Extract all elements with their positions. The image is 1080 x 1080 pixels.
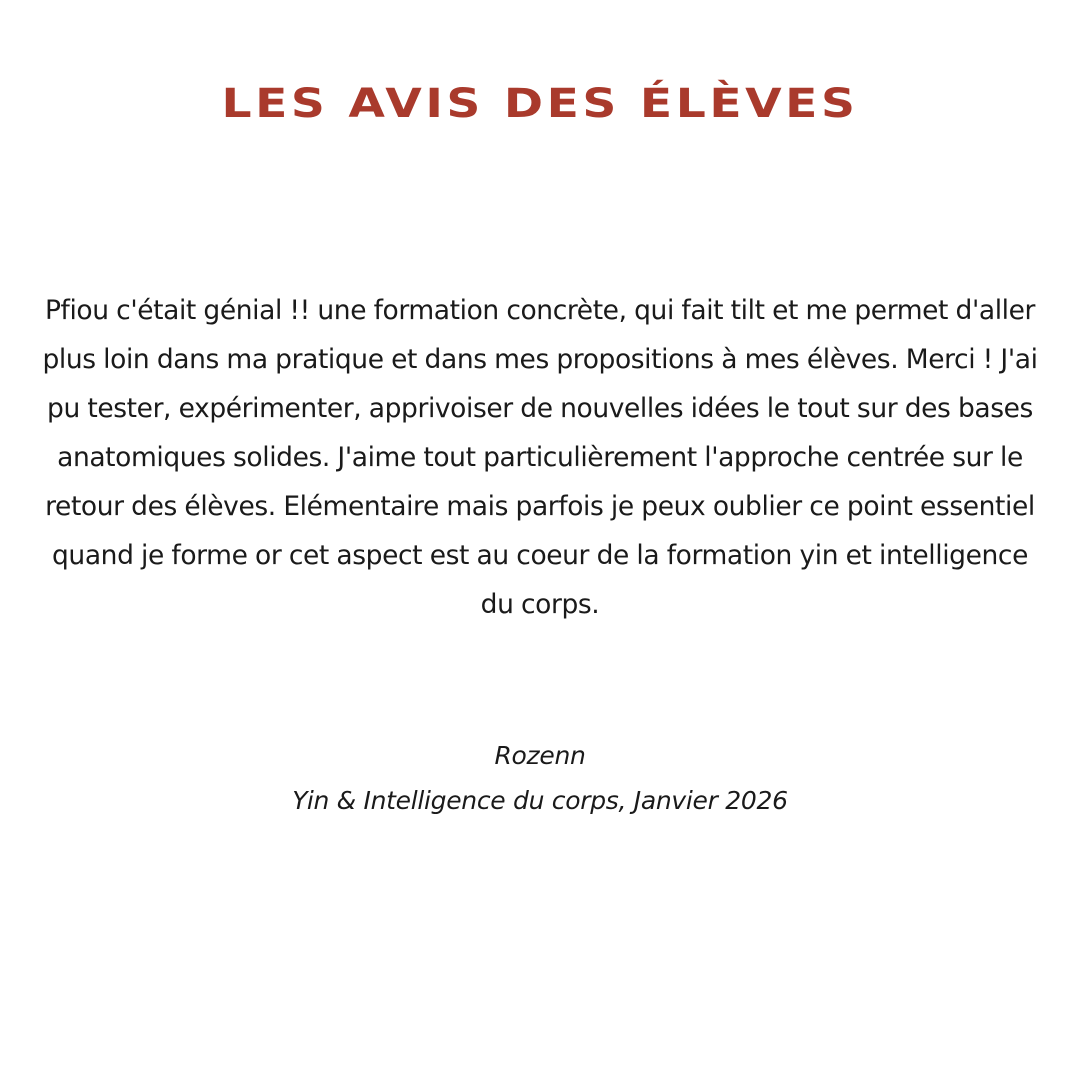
testimonial-text: Pfiou c'était génial !! une formation concrète, qui fait tilt et me permet d'aller plus loin dans ma pratique et dans mes propositions à mes élèves. Merci ! J'ai pu tester, expérimenter, apprivoiser de nouvelles idées le tout sur des bases anatomiques solides. J'aime tout particulièrement l'approche centrée sur le retour des élèves. Elémentaire mais parfois je peux oublier ce point essentiel quand je forme or cet aspect est au coeur de la formation yin et intelligence du corps. [42, 295, 1038, 620]
testimonial-author: Rozenn [494, 741, 586, 770]
testimonial-course: Yin & Intelligence du corps, Janvier 2026 [292, 786, 788, 815]
page-title: LES AVIS DES ÉLÈVES [221, 81, 859, 127]
